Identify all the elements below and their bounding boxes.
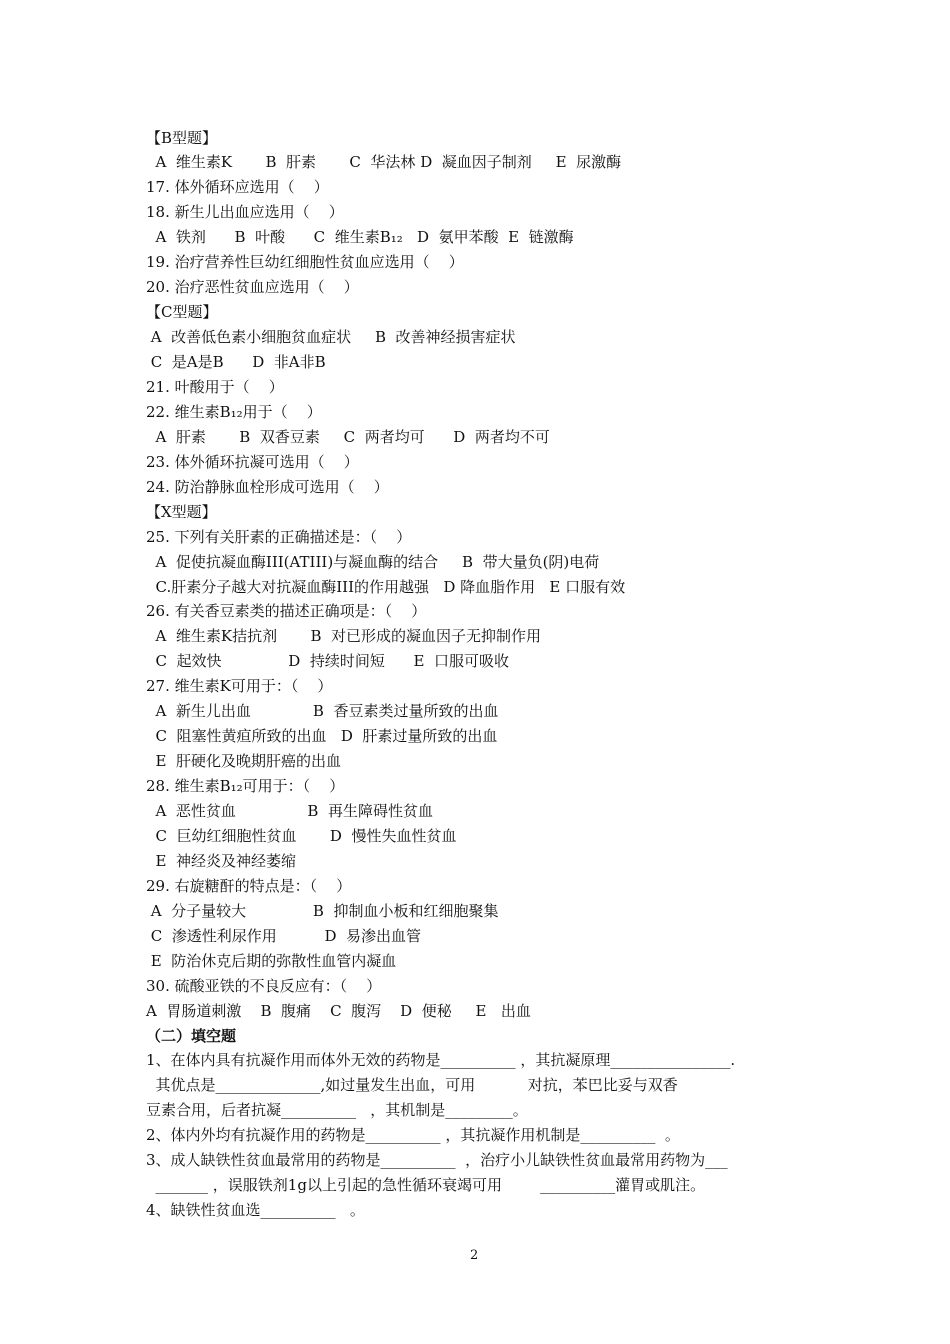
text-line: 24. 防治静脉血栓形成可选用（ ） <box>146 478 389 496</box>
text-line: A 改善低色素小细胞贫血症状 B 改善神经损害症状 <box>146 328 516 346</box>
text-line: C 阻塞性黄疸所致的出血 D 肝素过量所致的出血 <box>146 727 498 745</box>
text-line: 29. 右旋糖酐的特点是：（ ） <box>146 877 352 895</box>
text-line: C 起效快 D 持续时间短 E 口服可吸收 <box>146 652 509 670</box>
text-line: 其优点是______________,如过量发生出血，可用 对抗，苯巴比妥与双香 <box>146 1076 678 1094</box>
text-line: 21. 叶酸用于（ ） <box>146 378 284 396</box>
text-line: 25. 下列有关肝素的正确描述是：（ ） <box>146 528 412 546</box>
text-line: A 肝素 B 双香豆素 C 两者均可 D 两者均不可 <box>146 428 550 446</box>
text-line: 30. 硫酸亚铁的不良反应有：（ ） <box>146 977 382 995</box>
text-line: E 防治休克后期的弥散性血管内凝血 <box>146 952 397 970</box>
text-line: E 肝硬化及晚期肝癌的出血 <box>146 752 342 770</box>
text-line: A 促使抗凝血酶III(ATIII)与凝血酶的结合 B 带大量负(阴)电荷 <box>146 553 600 571</box>
text-line: 2、体内外均有抗凝作用的药物是__________ ，其抗凝作用机制是__________ 。 <box>146 1126 680 1144</box>
text-line: 4、缺铁性贫血选__________ 。 <box>146 1201 365 1219</box>
text-line: 【C型题】 <box>146 303 218 321</box>
text-line: A 铁剂 B 叶酸 C 维生素B₁₂ D 氨甲苯酸 E 链激酶 <box>146 228 574 246</box>
text-line: 【X型题】 <box>146 503 217 521</box>
text-line: A 胃肠道刺激 B 腹痛 C 腹泻 D 便秘 E 出血 <box>146 1002 531 1020</box>
text-line: E 神经炎及神经萎缩 <box>146 852 297 870</box>
text-line: C.肝素分子越大对抗凝血酶III的作用越强 D 降血脂作用 E 口服有效 <box>146 578 626 596</box>
text-line: C 是A是B D 非A非B <box>146 353 326 371</box>
text-line: C 巨幼红细胞性贫血 D 慢性失血性贫血 <box>146 827 457 845</box>
text-line: 豆素合用，后者抗凝__________ ，其机制是_________。 <box>146 1101 528 1119</box>
text-line: 1、在体内具有抗凝作用而体外无效的药物是__________ ，其抗凝原理________________. <box>146 1051 736 1069</box>
text-line: 26. 有关香豆素类的描述正确项是：（ ） <box>146 602 427 620</box>
text-line: 27. 维生素K可用于：（ ） <box>146 677 333 695</box>
page-number: 2 <box>470 1248 479 1263</box>
text-line: 18. 新生儿出血应选用（ ） <box>146 203 344 221</box>
text-line: A 新生儿出血 B 香豆素类过量所致的出血 <box>146 702 499 720</box>
text-line: 17. 体外循环应选用（ ） <box>146 178 329 196</box>
text-line: C 渗透性利尿作用 D 易渗出血管 <box>146 927 422 945</box>
text-line: （二）填空题 <box>146 1027 237 1045</box>
text-line: 28. 维生素B₁₂可用于：（ ） <box>146 777 345 795</box>
text-line: 19. 治疗营养性巨幼红细胞性贫血应选用（ ） <box>146 253 464 271</box>
text-line: 20. 治疗恶性贫血应选用（ ） <box>146 278 359 296</box>
text-line: A 维生素K B 肝素 C 华法林 D 凝血因子制剂 E 尿激酶 <box>146 153 622 171</box>
text-line: A 维生素K拮抗剂 B 对已形成的凝血因子无抑制作用 <box>146 627 542 645</box>
text-line: _______ ，误服铁剂1g以上引起的急性循环衰竭可用 __________灌胃或肌注。 <box>146 1176 706 1194</box>
text-line: 【B型题】 <box>146 129 218 147</box>
text-line: 3、成人缺铁性贫血最常用的药物是__________ ，治疗小儿缺铁性贫血最常用药物为___ <box>146 1151 728 1169</box>
text-line: 22. 维生素B₁₂用于（ ） <box>146 403 322 421</box>
text-line: 23. 体外循环抗凝可选用（ ） <box>146 453 359 471</box>
text-line: A 分子量较大 B 抑制血小板和红细胞聚集 <box>146 902 499 920</box>
text-line: A 恶性贫血 B 再生障碍性贫血 <box>146 802 433 820</box>
